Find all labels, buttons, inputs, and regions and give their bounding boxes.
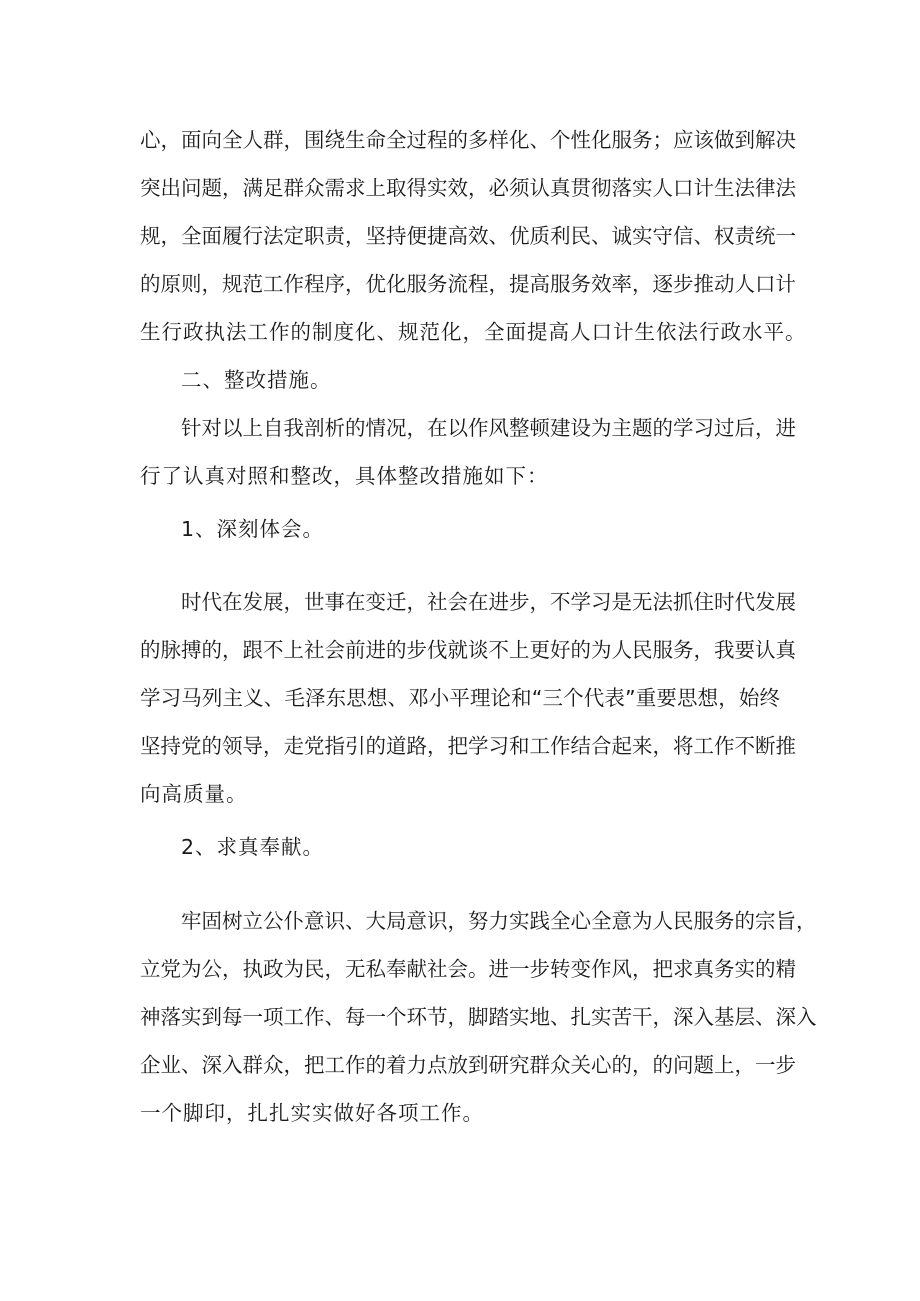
- item-heading: 1、深刻体会。: [181, 517, 325, 541]
- text-line: 行了认真对照和整改，具体整改措施如下：: [140, 464, 549, 488]
- section-heading: 二、整改措施。: [181, 368, 332, 392]
- text-line: 立党为公，执政为民，无私奉献社会。进一步转变作风，把求真务实的精: [140, 957, 796, 981]
- text-line: 学习马列主义、毛泽东思想、邓小平理论和“三个代表”重要思想，始终: [140, 686, 780, 710]
- text-line: 牢固树立公仆意识、大局意识，努力实践全心全意为人民服务的宗旨，: [181, 909, 817, 933]
- text-line: 的原则，规范工作程序，优化服务流程，提高服务效率，逐步推动人口计: [140, 272, 796, 296]
- text-line: 规，全面履行法定职责，坚持便捷高效、优质利民、诚实守信、权责统一: [140, 224, 796, 248]
- text-line: 神落实到每一项工作、每一个环节，脚踏实地、扎实苦干，深入基层、深入: [140, 1005, 817, 1029]
- item-heading: 2、求真奉献。: [181, 835, 325, 859]
- text-line: 突出问题，满足群众需求上取得实效，必须认真贯彻落实人口计生法律法: [140, 176, 796, 200]
- text-line: 一个脚印，扎扎实实做好各项工作。: [140, 1101, 484, 1125]
- text-line: 的脉搏的，跟不上社会前进的步伐就谈不上更好的为人民服务，我要认真: [140, 638, 796, 662]
- text-line: 坚持党的领导，走党指引的道路，把学习和工作结合起来，将工作不断推: [140, 734, 796, 758]
- text-line: 针对以上自我剖析的情况，在以作风整顿建设为主题的学习过后，进: [181, 416, 796, 440]
- text-line: 向高质量。: [140, 782, 248, 806]
- text-line: 企业、深入群众，把工作的着力点放到研究群众关心的，的问题上，一步: [140, 1053, 796, 1077]
- text-line: 生行政执法工作的制度化、规范化，全面提高人口计生依法行政水平。: [140, 320, 807, 344]
- text-line: 心，面向全人群，围绕生命全过程的多样化、个性化服务；应该做到解决: [140, 128, 796, 152]
- text-line: 时代在发展，世事在变迁，社会在进步，不学习是无法抓住时代发展: [181, 590, 796, 614]
